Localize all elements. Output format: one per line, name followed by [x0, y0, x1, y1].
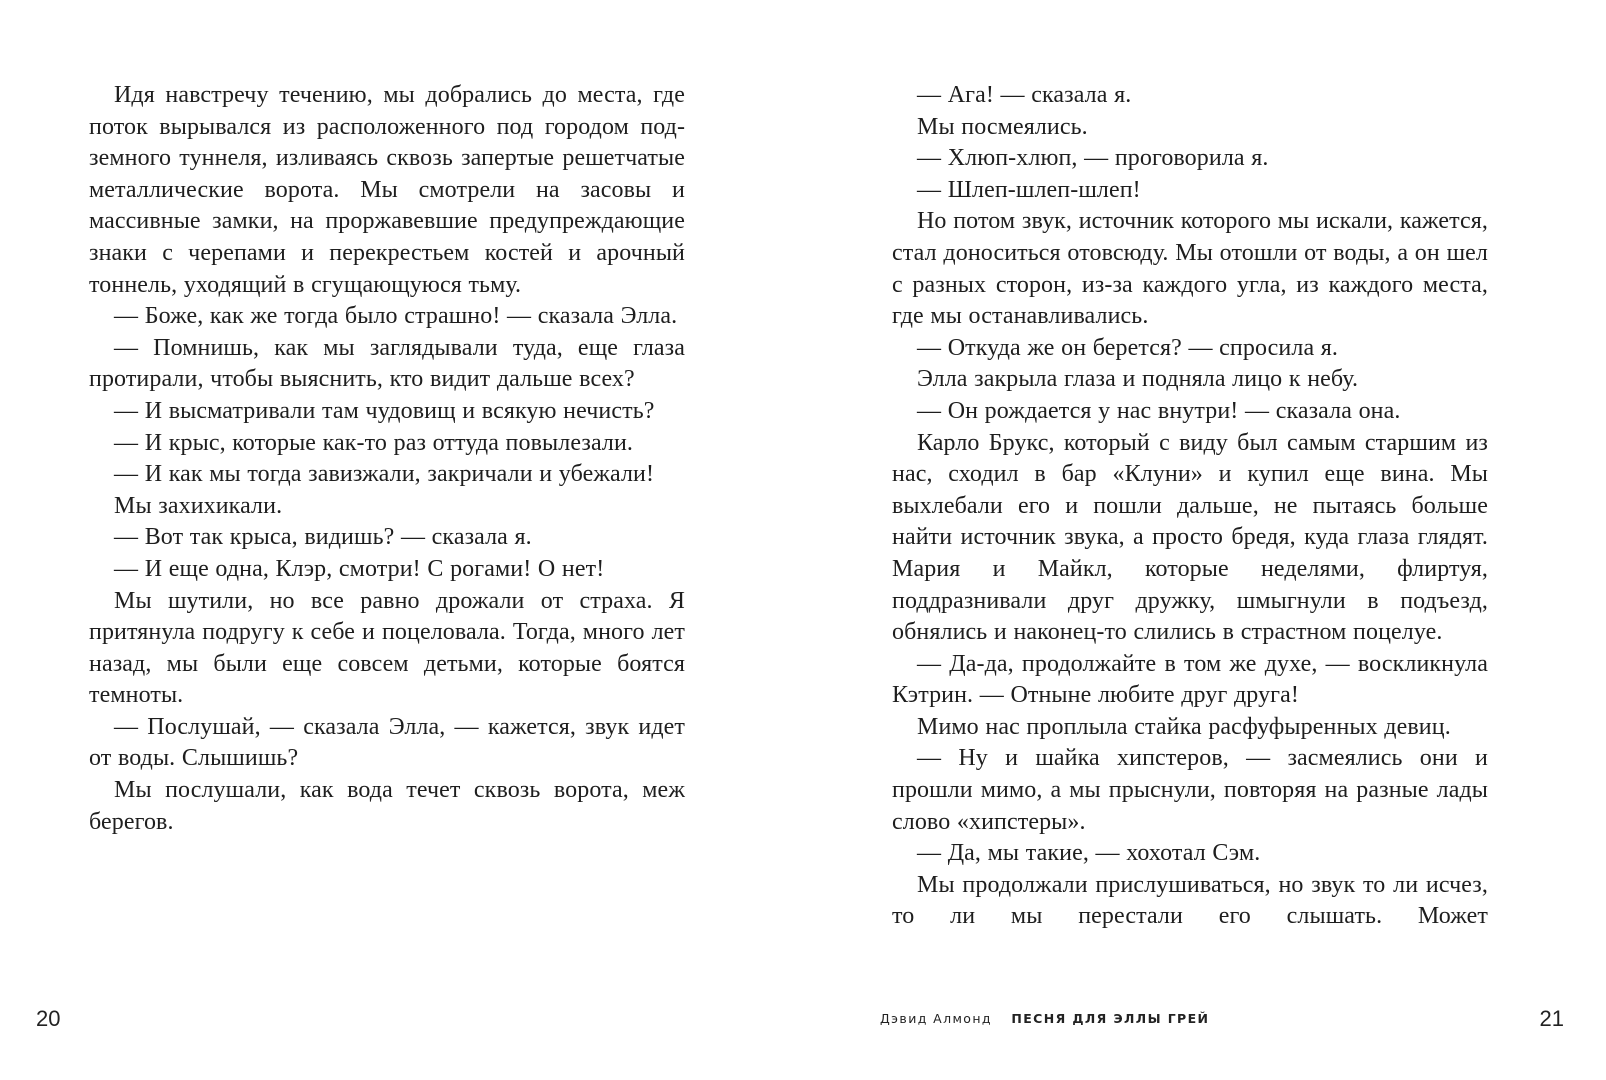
paragraph: Идя навстречу течению, мы добрались до места, где поток вырывался из расположенного под городом подземного туннеля, изливаясь сквозь запертые решетчатые металлические ворота. Мы смотрели на засовы и массивные замки, на проржавевшие предупреждающие знаки с черепами и перекрестьем костей и арочный тоннель, уходящий в сгущающуюся тьму. [89, 82, 685, 298]
right-page-text [892, 80, 1488, 933]
paragraph: — И как мы тогда завизжали, закричали и убежали! [114, 461, 655, 488]
page-number: 20 [36, 1006, 61, 1031]
paragraph: — Он рождается у нас внутри! — сказала она. [917, 397, 1401, 424]
paragraph: — И высматривали там чудовищ и всякую нечисть? [114, 397, 655, 424]
left-page-text [89, 80, 685, 838]
paragraph: — Помнишь, как мы заглядывали туда, еще глаза протирали, чтобы выяснить, кто видит дальше всех? [89, 334, 685, 393]
paragraph: Мы продолжали прислушиваться, но звук то ли исчез, то ли мы перестали его слышать. Может [892, 871, 1488, 930]
paragraph: Но потом звук, источник которого мы искали, кажется, стал доноситься отовсюду. Мы отошли от воды, а он шел с разных сторон, из-за каждого угла, из каждого места, где мы останавливались. [892, 208, 1488, 330]
paragraph: — Шлеп-шлеп-шлеп! [917, 176, 1141, 203]
paragraph: Мимо нас проплыла стайка расфуфыренных девиц. [917, 713, 1451, 740]
paragraph: Мы послушали, как вода течет сквозь ворота, меж берегов. [89, 777, 685, 835]
paragraph: Элла закрыла глаза и подняла лицо к небу. [917, 366, 1359, 393]
paragraph: Мы шутили, но все равно дрожали от страха. Я притянула подругу к себе и поцеловала. Тогда, много лет назад, мы были еще совсем детьми, которые боятся темноты. [89, 587, 685, 709]
paragraph: Карло Брукс, который с виду был самым старшим из нас, сходил в бар «Клуни» и купил еще вина. Мы выхлебали его и пошли дальше, не пытаясь больше найти источник звука, а просто бредя, куда глаза глядят. Мария и Майкл, которые неделями, флиртуя, поддразнивали друг дружку, шмыгнули в подъезд, обнялись и наконец-то слились в страстном поцелуе. [892, 429, 1488, 646]
paragraph: — Да, мы такие, — хохотал Сэм. [917, 840, 1261, 867]
right-page [803, 0, 1606, 1080]
paragraph: Мы захихикали. [114, 492, 283, 519]
running-head [880, 1006, 1209, 1032]
running-head-author: Дэвид Алмонд [880, 1011, 992, 1026]
paragraph: — Боже, как же тогда было страшно! — сказала Элла. [114, 303, 678, 330]
paragraph: Мы посмеялись. [917, 113, 1088, 140]
paragraph: — Послушай, — сказала Элла, — кажется, звук идет от воды. Слышишь? [89, 713, 685, 772]
running-head-title: ПЕСНЯ ДЛЯ ЭЛЛЫ ГРЕЙ [1011, 1011, 1210, 1026]
paragraph: — Вот так крыса, видишь? — сказала я. [114, 524, 532, 551]
paragraph: — Ну и шайка хипстеров, — засмеялись они и прошли мимо, а мы прыснули, повторяя на разные лады слово «хипстеры». [892, 745, 1488, 835]
paragraph: — И еще одна, Клэр, смотри! С рогами! О нет! [114, 555, 605, 582]
paragraph: — Откуда же он берется? — спросила я. [917, 334, 1339, 361]
page-number: 21 [1539, 1006, 1564, 1031]
paragraph: — Ага! — сказала я. [917, 82, 1132, 108]
paragraph: — Хлюп-хлюп, — проговорила я. [917, 145, 1269, 172]
paragraph: — И крыс, которые как-то раз оттуда повылезали. [114, 429, 634, 456]
paragraph: — Да-да, продолжайте в том же духе, — воскликнула Кэтрин. — Отныне любите друг друга! [892, 650, 1488, 709]
